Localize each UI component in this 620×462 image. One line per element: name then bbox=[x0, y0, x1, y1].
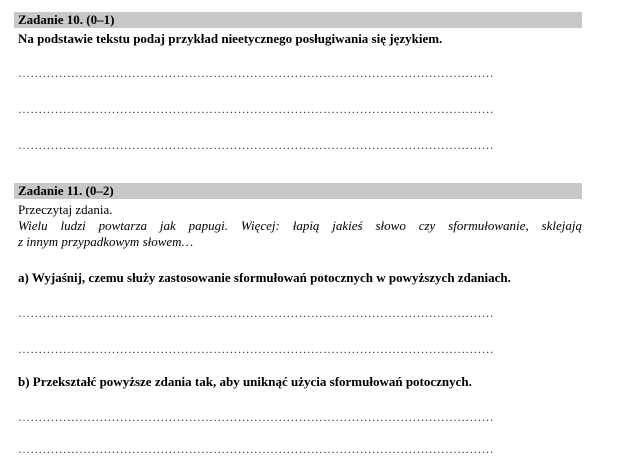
task-11-quote-line-2: z innym przypadkowym słowem… bbox=[18, 234, 194, 249]
task-11-part-b-answer-line-1[interactable]: ……………………………………………………………………………………………………… bbox=[18, 410, 494, 424]
task-11-quote-line-1: Wielu ludzi powtarza jak papugi. Więcej: łapią jakieś słowo czy sformułowanie, sklejają bbox=[18, 218, 582, 233]
task-10-answer-line-3[interactable]: ……………………………………………………………………………………………………… bbox=[18, 138, 494, 152]
task-11-part-a-answer-line-1[interactable]: ……………………………………………………………………………………………………… bbox=[18, 306, 494, 320]
task-10-answer-line-1[interactable]: ……………………………………………………………………………………………………… bbox=[18, 66, 494, 80]
task-11-instruction: Przeczytaj zdania. bbox=[18, 202, 113, 217]
task-10-question: Na podstawie tekstu podaj przykład nieetycznego posługiwania się językiem. bbox=[18, 31, 443, 46]
task-11-part-b-answer-line-2[interactable]: ……………………………………………………………………………………………………… bbox=[18, 442, 494, 456]
task-11-part-b-question: b) Przekształć powyższe zdania tak, aby uniknąć użycia sformułowań potocznych. bbox=[18, 374, 472, 389]
task-10-answer-line-2[interactable]: ……………………………………………………………………………………………………… bbox=[18, 102, 494, 116]
task-11-header: Zadanie 11. (0–2) bbox=[14, 183, 582, 199]
task-11-part-a-answer-line-2[interactable]: ……………………………………………………………………………………………………… bbox=[18, 342, 494, 356]
task-10-header: Zadanie 10. (0–1) bbox=[14, 12, 582, 28]
task-11-quote bbox=[18, 218, 582, 250]
task-11-part-a-question: a) Wyjaśnij, czemu służy zastosowanie sformułowań potocznych w powyższych zdaniach. bbox=[18, 270, 511, 285]
